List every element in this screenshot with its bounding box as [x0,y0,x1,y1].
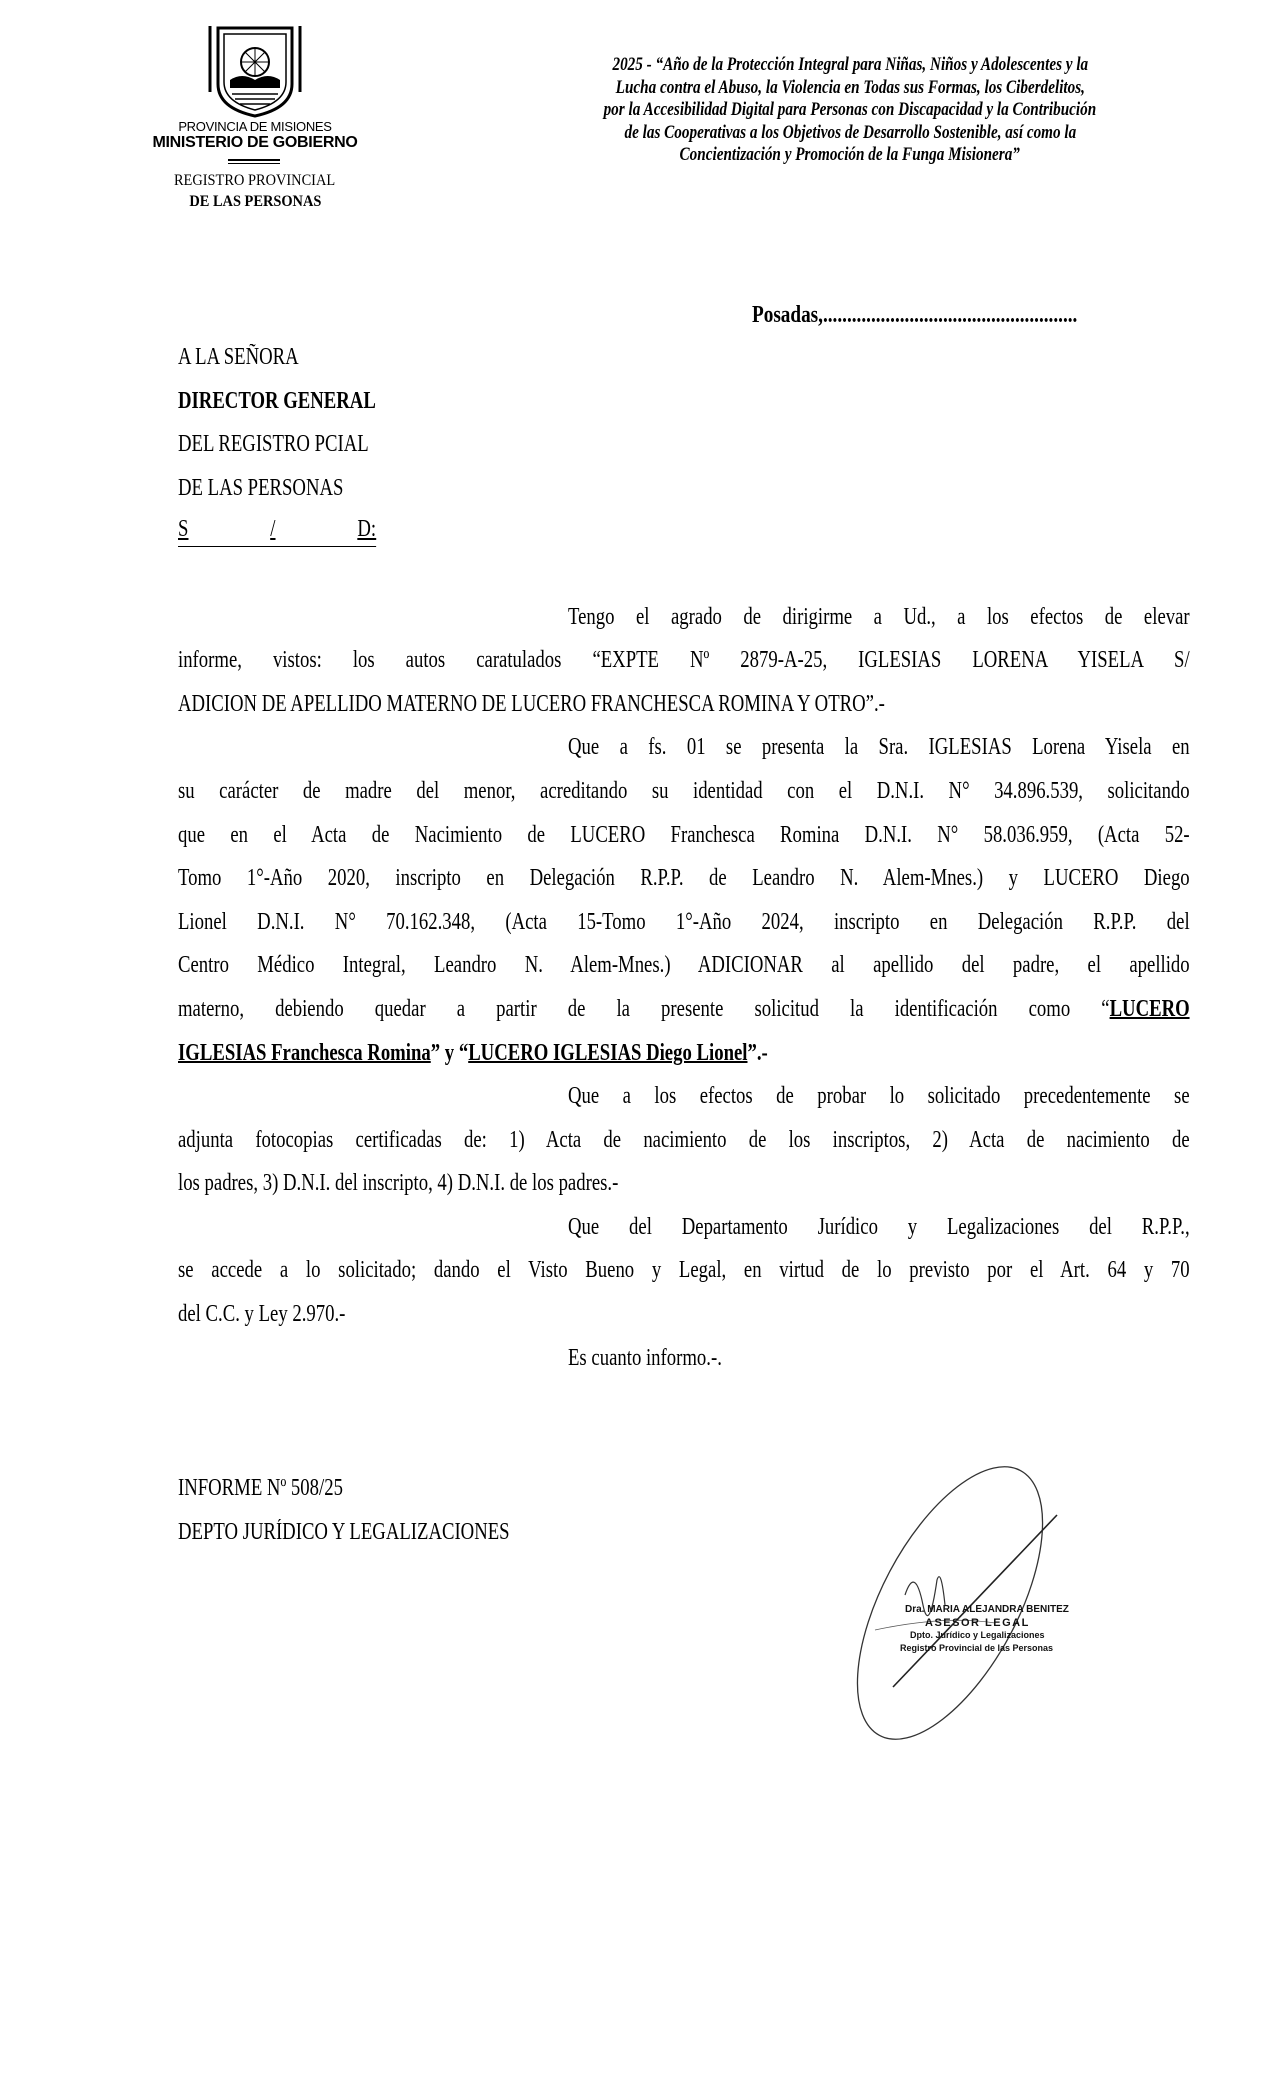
text: materno, debiendo quedar a partir de la presente solicitud la identificación como “ [178,995,1110,1022]
motto-line: por la Accesibilidad Digital para Personas con Discapacidad y la Contribución [603,99,1097,120]
province-seal-logo [180,22,330,118]
year-motto [470,54,1230,167]
paragraph-line: del C.C. y Ley 2.970.- [178,1301,346,1328]
paragraph-line: Tomo 1°-Año 2020, inscripto en Delegación R.P.P. de Leandro N. Alem-Mnes.) y LUCERO Diego [178,865,1190,892]
letter-body [178,336,1275,1554]
text: ” y “ [430,1039,469,1066]
paragraph-line: Lionel D.N.I. N° 70.162.348, (Acta 15-Tomo 1°-Año 2024, inscripto en Delegación R.P.P. del [178,908,1190,935]
place-date-line: Posadas,..................................................... [752,302,1078,328]
stamp-registry: Registro Provincial de las Personas [900,1643,1054,1653]
paragraph-line [178,988,1190,1032]
motto-line: Lucha contra el Abuso, la Violencia en Todas sus Formas, los Ciberdelitos, [615,76,1085,98]
addressee-line: DEL REGISTRO PCIAL [178,431,369,458]
motto-line: Concientización y Promoción de la Funga Misionera” [679,144,1021,165]
paragraph-line [178,1032,1190,1076]
paragraph-line: se accede a lo solicitado; dando el Visto Bueno y Legal, en virtud de lo previsto por el Art. 64 y 70 [178,1257,1190,1284]
divider [228,159,280,161]
report-number: INFORME Nº 508/25 [178,1475,343,1502]
paragraph-line: Que a fs. 01 se presenta la Sra. IGLESIAS Lorena Yisela en [568,734,1190,761]
paragraph-line: ADICION DE APELLIDO MATERNO DE LUCERO FRANCHESCA ROMINA Y OTRO”.- [178,690,885,717]
stamp-title: ASESOR LEGAL [925,1617,1030,1629]
su-despacho [178,508,1190,552]
paragraph-line: que en el Acta de Nacimiento de LUCERO Franchesca Romina D.N.I. N° 58.036.959, (Acta 52- [178,821,1190,848]
department: DEPTO JURÍDICO Y LEGALIZACIONES [178,1518,510,1545]
paragraph-line: Que a los efectos de probar lo solicitado precedentemente se [568,1083,1190,1110]
motto-line: 2025 - “Año de la Protección Integral para Niñas, Niños y Adolescentes y la [612,54,1088,75]
new-name-2: LUCERO IGLESIAS Diego Lionel [468,1039,748,1066]
org-registry: REGISTRO PROVINCIAL [174,172,336,189]
motto-line: de las Cooperativas a los Objetivos de Desarrollo Sostenible, así como la [624,121,1076,143]
divider [228,163,280,164]
new-name-1: IGLESIAS Franchesca Romina [178,1039,431,1066]
paragraph-line: adjunta fotocopias certificadas de: 1) Acta de nacimiento de los inscriptos, 2) Acta de nacimiento de [178,1126,1190,1153]
org-province: PROVINCIA DE MISIONES [178,119,332,134]
text: ”.- [747,1039,768,1066]
sd-s: S [178,516,189,543]
paragraph-line: Tengo el agrado de dirigirme a Ud., a los efectos de elevar [568,603,1190,630]
stamp-dept: Dpto. Jurídico y Legalizaciones [910,1630,1045,1640]
stamp-name: Dra. MARIA ALEJANDRA BENITEZ [905,1604,1069,1615]
closing-line: Es cuanto informo.-. [568,1344,722,1371]
paragraph-line: Que del Departamento Jurídico y Legalizaciones del R.P.P., [568,1213,1190,1240]
paragraph-line: informe, vistos: los autos caratulados “EXPTE Nº 2879-A-25, IGLESIAS LORENA YISELA S/ [178,647,1190,674]
addressee-line: DE LAS PERSONAS [178,474,344,501]
org-registry-sub: DE LAS PERSONAS [188,193,322,210]
sd-d: D: [357,516,377,543]
paragraph-line: Centro Médico Integral, Leandro N. Alem-Mnes.) ADICIONAR al apellido del padre, el apellido [178,952,1190,979]
sd-slash: / [270,516,276,543]
paragraph-line: su carácter de madre del menor, acreditando su identidad con el D.N.I. N° 34.896.539, solicitando [178,777,1190,804]
org-ministry: MINISTERIO DE GOBIERNO [152,134,358,151]
new-surname: LUCERO [1109,995,1190,1022]
paragraph-line: los padres, 3) D.N.I. del inscripto, 4) D.N.I. de los padres.- [178,1170,619,1197]
addressee-title: DIRECTOR GENERAL [178,387,376,414]
addressee-line: A LA SEÑORA [178,344,299,370]
